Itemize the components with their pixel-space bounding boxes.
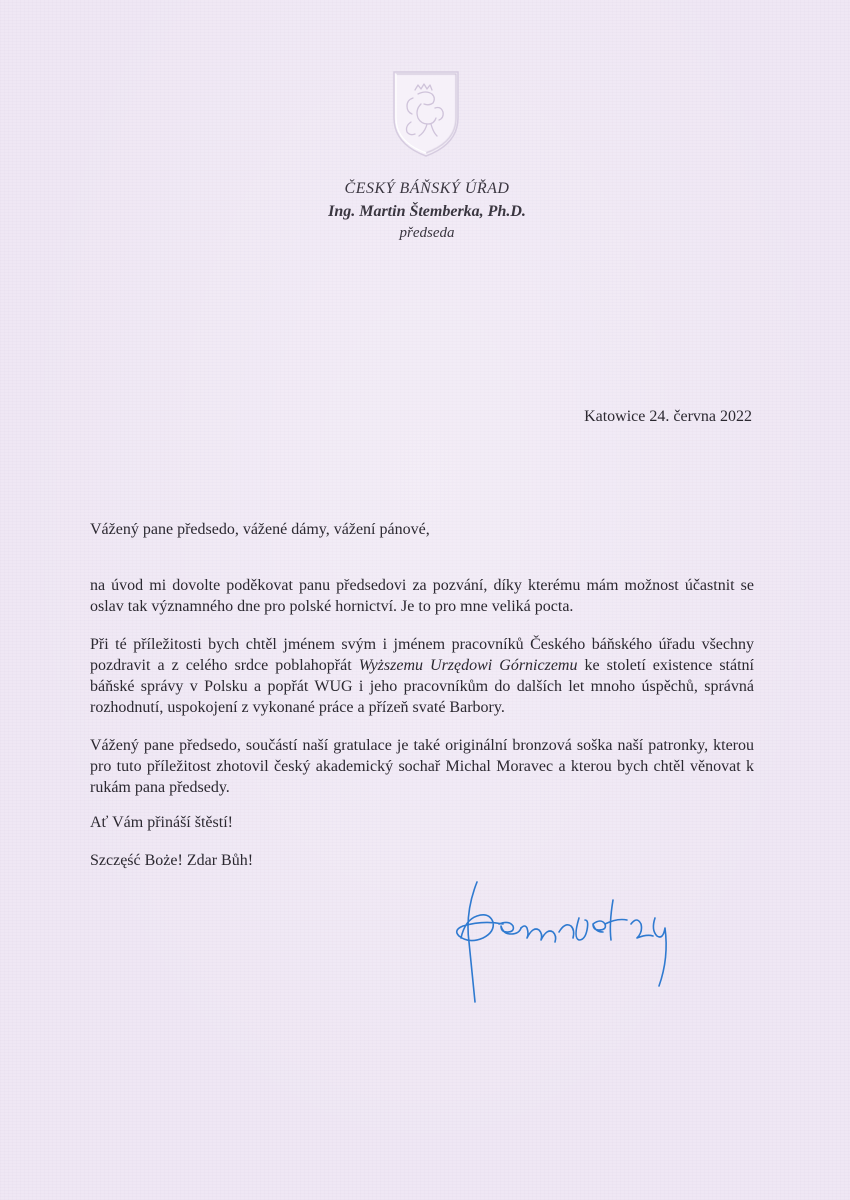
paragraph-congratulation-text-2: ke století existence státní báňské správy v Polsku a popřát WUG i jeho pracovníkům do dalších let mnoho úspěchů, správná rozhodnutí, uspokojení z vykonané práce a přízeň svaté Barbory. (90, 657, 754, 716)
paragraph-gift: Vážený pane předsedo, součástí naší gratulace je také originální bronzová soška naší patronky, kterou pro tuto příležitost zhotovil český akademický sochař Michal Moravec a kterou bych chtěl věnovat k rukám pana předsedy. (90, 737, 754, 796)
sender-name: Ing. Martin Štemberka, Ph.D. (328, 203, 526, 220)
coat-of-arms-emblem-icon (391, 68, 461, 158)
paragraph-congratulation-text-1: Při té příležitosti bych chtěl jménem svým i jménem pracovníků Českého báňského úřadu všechny pozdravit a z celého srdce poblahopřát (90, 636, 754, 674)
handwritten-signature-icon (455, 878, 695, 1008)
paragraph-congratulation (90, 634, 754, 718)
salutation: Vážený pane předsedo, vážené dámy, vážení pánové, (90, 521, 430, 538)
sender-role: předseda (399, 225, 455, 241)
closing-wish: Ať Vám přináší štěstí! (90, 814, 233, 831)
closing-greeting: Szczęść Boże! Zdar Bůh! (90, 852, 254, 869)
paragraph-intro: na úvod mi dovolte poděkovat panu předsedovi za pozvání, díky kterému mám možnost účastnit se oslav tak významného dne pro polské hornictví. Je to pro mne veliká pocta. (90, 577, 754, 615)
paragraph-congratulation-institution: Wyższemu Urzędowi Górniczemu (358, 657, 578, 674)
date-line: Katowice 24. června 2022 (584, 408, 752, 425)
organization-name: ČESKÝ BÁŇSKÝ ÚŘAD (344, 180, 510, 197)
